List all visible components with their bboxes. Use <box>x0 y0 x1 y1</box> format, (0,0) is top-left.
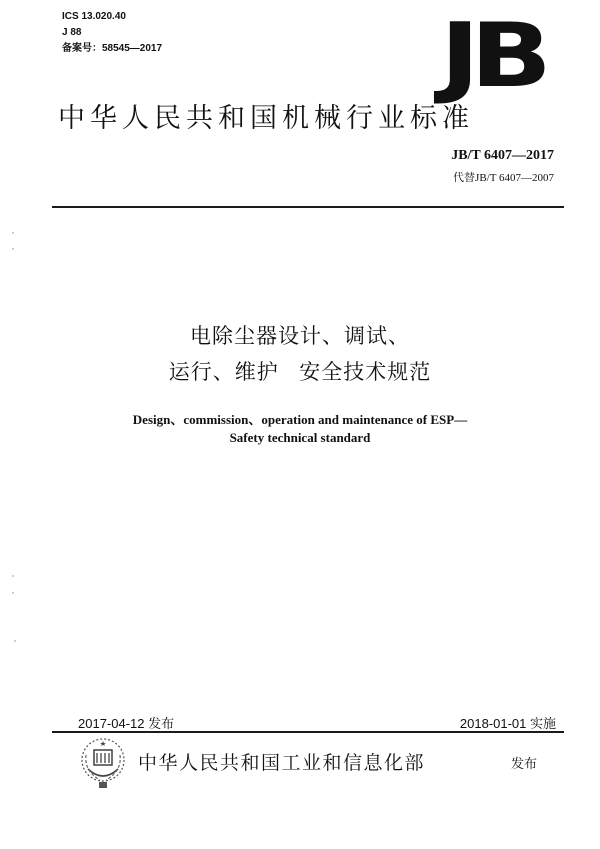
standard-number: JB/T 6407—2017 <box>451 148 554 163</box>
ministry-emblem-icon <box>78 733 128 791</box>
scan-speck <box>12 575 14 577</box>
top-divider <box>52 206 564 208</box>
jb-logo: JB <box>440 4 543 107</box>
scan-speck <box>12 592 14 594</box>
title-cn-line2: 运行、维护 安全技术规范 <box>168 361 432 384</box>
scan-speck <box>12 232 14 234</box>
issue-label: 发布 <box>511 756 538 771</box>
replaces-standard: 代替JB/T 6407—2007 <box>453 172 554 184</box>
issuer-row <box>78 733 578 793</box>
issue-date: 2017-04-12 发布 <box>78 716 175 731</box>
implementation-date: 2018-01-01 实施 <box>459 716 556 731</box>
record-number: 备案号：58545—2017 <box>62 43 163 54</box>
classification-code: J 88 <box>62 27 82 38</box>
title-cn-line1: 电除尘器设计、调试、 <box>190 325 410 348</box>
title-en-line2: Safety technical standard <box>229 430 371 445</box>
issuing-authority: 中华人民共和国工业和信息化部 <box>138 753 426 774</box>
scan-speck <box>14 640 16 642</box>
title-en-line1: Design、commission、operation and maintenance of ESP— <box>132 412 468 427</box>
ics-code: ICS 13.020.40 <box>62 11 126 22</box>
industry-standard-title: 中华人民共和国机械行业标准 <box>58 103 474 133</box>
scan-speck <box>12 248 14 250</box>
